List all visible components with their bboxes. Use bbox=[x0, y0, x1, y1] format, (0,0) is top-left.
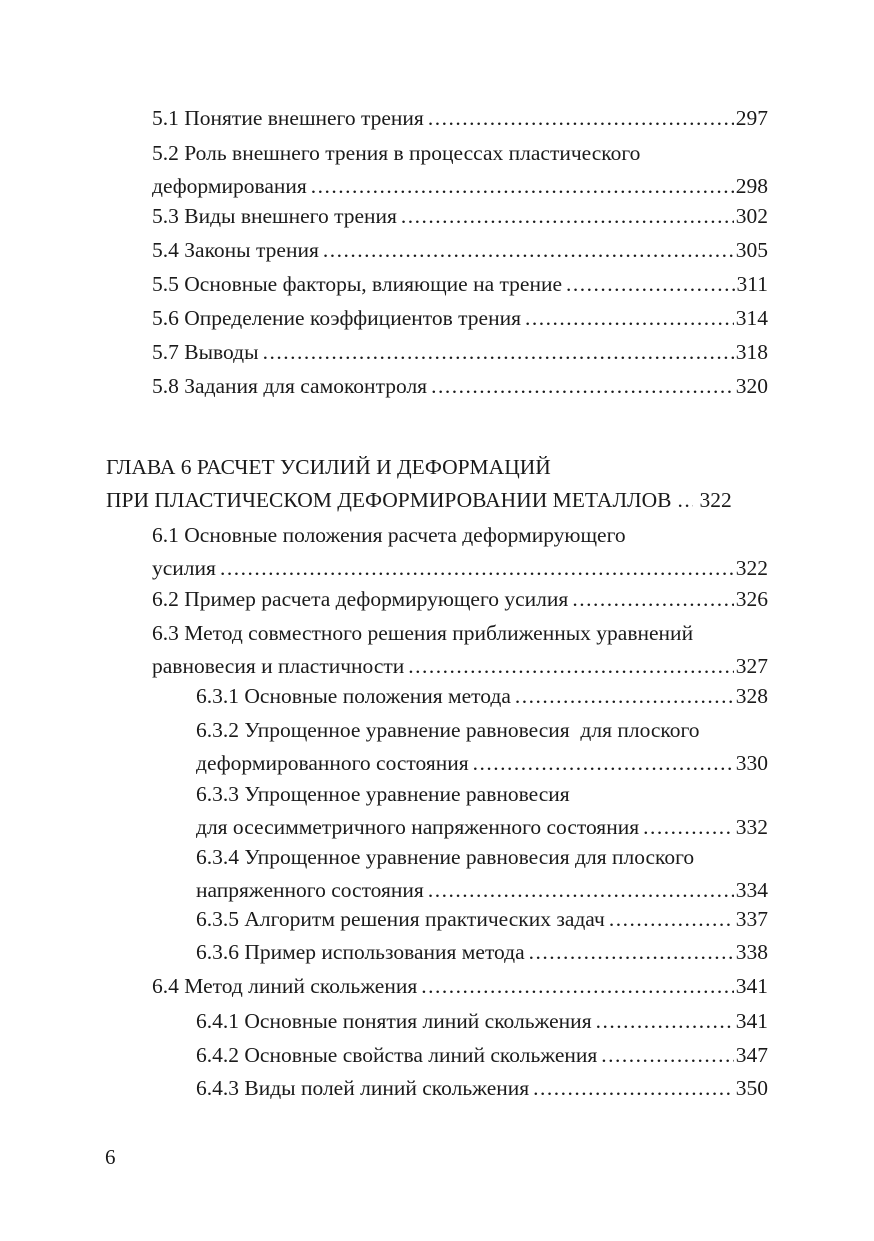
leader-dots bbox=[401, 201, 734, 232]
toc-entry-6-3-6[interactable] bbox=[196, 937, 768, 968]
toc-entry-5-6[interactable] bbox=[152, 303, 768, 334]
toc-entry-6-4-3[interactable] bbox=[196, 1073, 768, 1104]
toc-entry-title-cont: равновесия и пластичности bbox=[152, 654, 405, 678]
leader-dots bbox=[601, 1040, 733, 1071]
toc-entry-title: 6.4.3 Виды полей линий скольжения bbox=[196, 1076, 530, 1100]
toc-entry-title: 5.5 Основные факторы, влияющие на трение bbox=[152, 272, 563, 296]
toc-entry-6-3-4[interactable] bbox=[196, 842, 768, 906]
toc-page-number: 302 bbox=[735, 204, 768, 228]
toc-entry-6-2[interactable] bbox=[152, 584, 768, 615]
toc-entry-5-3[interactable] bbox=[152, 201, 768, 232]
toc-entry-title: 6.3.2 Упрощенное уравнение равновесия для плоского bbox=[196, 718, 700, 742]
toc-entry-6-1[interactable] bbox=[152, 520, 768, 584]
leader-dots bbox=[525, 303, 734, 334]
toc-page-number: 330 bbox=[735, 751, 768, 775]
toc-entry-5-2[interactable] bbox=[152, 138, 768, 202]
toc-entry-title: 6.4.1 Основные понятия линий скольжения bbox=[196, 1009, 592, 1033]
toc-entry-title-cont: деформирования bbox=[152, 174, 307, 198]
toc-page-number: 337 bbox=[735, 907, 768, 931]
leader-dots bbox=[428, 875, 734, 906]
toc-page-number: 341 bbox=[735, 974, 768, 998]
leader-dots bbox=[529, 937, 734, 968]
toc-page-number: 298 bbox=[735, 174, 768, 198]
leader-dots bbox=[533, 1073, 734, 1104]
page-number-footer: 6 bbox=[105, 1145, 116, 1169]
toc-entry-6-4-1[interactable] bbox=[196, 1006, 768, 1037]
toc-entry-5-1[interactable] bbox=[152, 103, 768, 134]
toc-entry-5-4[interactable] bbox=[152, 235, 768, 266]
leader-dots bbox=[596, 1006, 734, 1037]
toc-page-number: 326 bbox=[735, 587, 768, 611]
leader-dots bbox=[677, 485, 693, 516]
toc-page-number: 347 bbox=[735, 1043, 768, 1067]
toc-entry-6-3-1[interactable] bbox=[196, 681, 768, 712]
toc-entry-6-4-2[interactable] bbox=[196, 1040, 768, 1071]
leader-dots bbox=[473, 748, 734, 779]
toc-entry-6-3-2[interactable] bbox=[196, 715, 768, 779]
toc-entry-title: 6.3.3 Упрощенное уравнение равновесия bbox=[196, 782, 570, 806]
toc-entry-title: 6.4 Метод линий скольжения bbox=[152, 974, 418, 998]
toc-page-number: 305 bbox=[735, 238, 768, 262]
toc-entry-title: 5.3 Виды внешнего трения bbox=[152, 204, 397, 228]
toc-entry-5-8[interactable] bbox=[152, 371, 768, 402]
toc-entry-title: 5.8 Задания для самоконтроля bbox=[152, 374, 428, 398]
toc-entry-6-4[interactable] bbox=[152, 971, 768, 1002]
toc-entry-title: 6.3.6 Пример использования метода bbox=[196, 940, 525, 964]
leader-dots bbox=[566, 269, 735, 300]
toc-entry-title-cont: усилия bbox=[152, 556, 216, 580]
leader-dots bbox=[431, 371, 734, 402]
toc-entry-title: 6.3.5 Алгоритм решения практических задач bbox=[196, 907, 605, 931]
toc-entry-title-cont: напряженного состояния bbox=[196, 878, 424, 902]
toc-page-number: 314 bbox=[735, 306, 768, 330]
toc-page-number: 327 bbox=[735, 654, 768, 678]
toc-entry-title: 6.3 Метод совместного решения приближенных уравнений bbox=[152, 621, 694, 645]
toc-entry-5-7[interactable] bbox=[152, 337, 768, 368]
toc-page-number: 328 bbox=[735, 684, 768, 708]
leader-dots bbox=[323, 235, 734, 266]
toc-entry-title: 6.3.1 Основные положения метода bbox=[196, 684, 511, 708]
toc-entry-title: 5.4 Законы трения bbox=[152, 238, 319, 262]
leader-dots bbox=[428, 103, 734, 134]
toc-chapter-6[interactable] bbox=[106, 452, 768, 516]
toc-page-number: 341 bbox=[735, 1009, 768, 1033]
toc-entry-title: 6.4.2 Основные свойства линий скольжения bbox=[196, 1043, 598, 1067]
toc-page-number: 334 bbox=[735, 878, 768, 902]
leader-dots bbox=[609, 904, 734, 935]
toc-entry-6-3-3[interactable] bbox=[196, 779, 768, 843]
toc-entry-title: 5.7 Выводы bbox=[152, 340, 259, 364]
toc-entry-title-cont: для осесимметричного напряженного состояния bbox=[196, 815, 640, 839]
leader-dots bbox=[220, 553, 734, 584]
toc-entry-title: 6.2 Пример расчета деформирующего усилия bbox=[152, 587, 569, 611]
toc-page-number: 318 bbox=[735, 340, 768, 364]
leader-dots bbox=[408, 651, 733, 682]
toc-page-number: 297 bbox=[735, 106, 768, 130]
chapter-title: ГЛАВА 6 РАСЧЕТ УСИЛИЙ И ДЕФОРМАЦИЙ bbox=[106, 455, 551, 479]
leader-dots bbox=[515, 681, 734, 712]
toc-entry-title: 6.1 Основные положения расчета деформирующего bbox=[152, 523, 626, 547]
toc-entry-6-3[interactable] bbox=[152, 618, 768, 682]
leader-dots bbox=[643, 812, 734, 843]
toc-page-number: 350 bbox=[735, 1076, 768, 1100]
leader-dots bbox=[572, 584, 733, 615]
toc-page-number: 311 bbox=[736, 272, 768, 296]
toc-page-number: 338 bbox=[735, 940, 768, 964]
toc-entry-title: 6.3.4 Упрощенное уравнение равновесия для плоского bbox=[196, 845, 695, 869]
toc-page-number: 322 bbox=[735, 556, 768, 580]
toc-entry-title: 5.1 Понятие внешнего трения bbox=[152, 106, 424, 130]
leader-dots bbox=[263, 337, 734, 368]
toc-entry-title: 5.2 Роль внешнего трения в процессах пластического bbox=[152, 141, 641, 165]
leader-dots bbox=[311, 171, 734, 202]
toc-entry-5-5[interactable] bbox=[152, 269, 768, 300]
chapter-title-cont: ПРИ ПЛАСТИЧЕСКОМ ДЕФОРМИРОВАНИИ МЕТАЛЛОВ bbox=[106, 488, 672, 512]
leader-dots bbox=[421, 971, 734, 1002]
toc-entry-title: 5.6 Определение коэффициентов трения bbox=[152, 306, 521, 330]
toc-entry-title-cont: деформированного состояния bbox=[196, 751, 469, 775]
toc-page-number: 320 bbox=[735, 374, 768, 398]
toc-entry-6-3-5[interactable] bbox=[196, 904, 768, 935]
toc-page-number: 322 bbox=[699, 488, 732, 512]
toc-page-number: 332 bbox=[735, 815, 768, 839]
